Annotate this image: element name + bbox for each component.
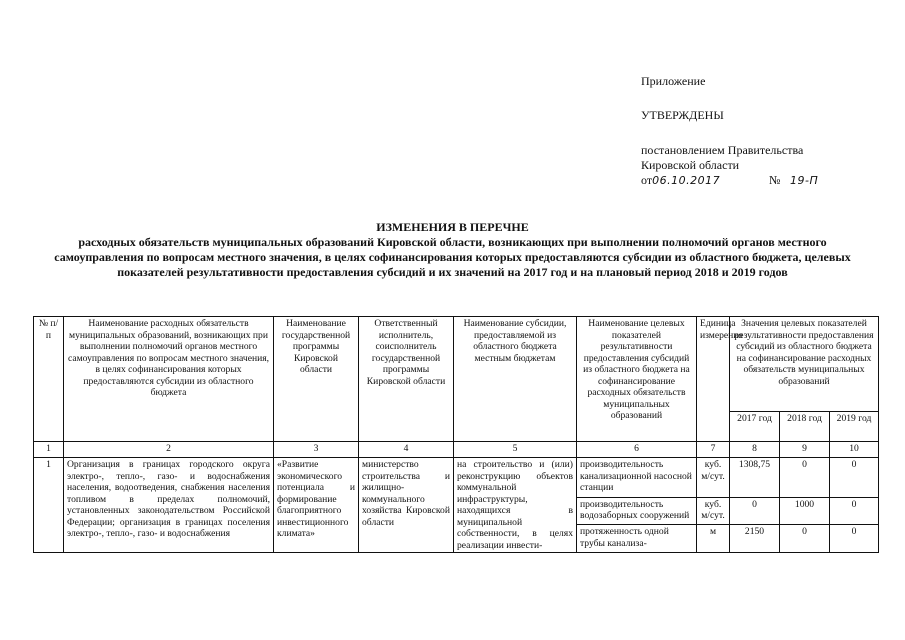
header-executor: Ответственный исполнитель, соисполнитель государственной программы Кировской области: [359, 317, 454, 442]
header-program: Наименование государственной программы Кировской области: [274, 317, 359, 442]
col-number: 5: [454, 442, 577, 458]
indicator-value-2018: 0: [780, 458, 830, 498]
indicator-value-2017: 0: [730, 497, 780, 525]
row-obligation: Организация в границах городского округа электро-, тепло-, газо- и водоснабжения населения, водоотведения, снабжения населения топливом в пределах полномочий, установленных законодательством Российской Федерации; организация в границах поселения электро-, тепло-, газо- и водоснабжения: [64, 458, 274, 553]
indicator-name: протяженность одной трубы канализа-: [577, 525, 697, 553]
header-year-2017: 2017 год: [730, 412, 780, 442]
table-row: [34, 458, 879, 498]
col-number: 3: [274, 442, 359, 458]
decree-date: 06.10.2017: [652, 174, 721, 187]
header-indicator: Наименование целевых показателей результативности предоставления субсидий из областного бюджета на софинансирование расходных обязательств муниципальных образований: [577, 317, 697, 442]
column-number-row: [34, 442, 879, 458]
row-subsidy: на строительство и (или) реконструкцию объектов коммунальной инфраструктуры, находящихся в муниципальной собственности, в целях реализации инвести-: [454, 458, 577, 553]
indicator-value-2019: 0: [830, 497, 879, 525]
header-values: Значения целевых показателей результативности предоставления субсидий из областного бюджета на софинансирование расходных обязательств муниципальных образований: [730, 317, 879, 412]
row-num: 1: [34, 458, 64, 553]
appendix-label: Приложение: [641, 74, 706, 88]
indicator-name: производительность канализационной насосной станции: [577, 458, 697, 498]
col-number: 1: [34, 442, 64, 458]
decree-date-line: [641, 173, 871, 188]
title-description: расходных обязательств муниципальных образований Кировской области, возникающих при выполнении полномочий органов местного самоуправления по вопросам местного значения, в целях софинансирования которых предоставляются субсидии из областного бюджета, целевых показателей результативности предоставления субсидий и их значений на 2017 год и на плановый период 2018 и 2019 годов: [54, 235, 851, 279]
title-heading: ИЗМЕНЕНИЯ В ПЕРЕЧНЕ: [376, 220, 529, 234]
decree-line: постановлением Правительства: [641, 143, 804, 157]
indicator-unit: куб. м/сут.: [697, 497, 730, 525]
header-subsidy: Наименование субсидии, предоставляемой из областного бюджета местным бюджетам: [454, 317, 577, 442]
header-obligation: Наименование расходных обязательств муниципальных образований, возникающих при выполнении полномочий органов местного самоуправления по вопросам местного значения, в целях софинансирования которых предоставляются субсидии из областного бюджета: [64, 317, 274, 442]
col-number: 9: [780, 442, 830, 458]
decree-number: 19-П: [790, 174, 819, 187]
indicator-value-2019: 0: [830, 525, 879, 553]
header-year-2019: 2019 год: [830, 412, 879, 442]
col-number: 8: [730, 442, 780, 458]
row-executor: министерство строительства и жилищно-коммунального хозяйства Кировской области: [359, 458, 454, 553]
indicator-value-2018: 1000: [780, 497, 830, 525]
indicator-value-2017: 1308,75: [730, 458, 780, 498]
indicator-unit: куб. м/сут.: [697, 458, 730, 498]
header-year-2018: 2018 год: [780, 412, 830, 442]
header-unit: Единица измерения: [697, 317, 730, 442]
indicator-value-2019: 0: [830, 458, 879, 498]
col-number: 2: [64, 442, 274, 458]
decree-region-line: Кировской области: [641, 158, 740, 172]
obligations-table: [33, 316, 879, 553]
approved-label: УТВЕРЖДЕНЫ: [641, 108, 724, 122]
indicator-value-2017: 2150: [730, 525, 780, 553]
col-number: 6: [577, 442, 697, 458]
header-row: [34, 317, 879, 412]
indicator-unit: м: [697, 525, 730, 553]
indicator-value-2018: 0: [780, 525, 830, 553]
col-number: 7: [697, 442, 730, 458]
indicator-name: производительность водозаборных сооружений: [577, 497, 697, 525]
header-num: № п/п: [34, 317, 64, 442]
col-number: 4: [359, 442, 454, 458]
row-program: «Развитие экономического потенциала и формирование благоприятного инвестиционного климата»: [274, 458, 359, 553]
document-title: [40, 220, 865, 280]
col-number: 10: [830, 442, 879, 458]
date-prefix: от: [641, 173, 653, 187]
number-label: №: [769, 173, 781, 187]
